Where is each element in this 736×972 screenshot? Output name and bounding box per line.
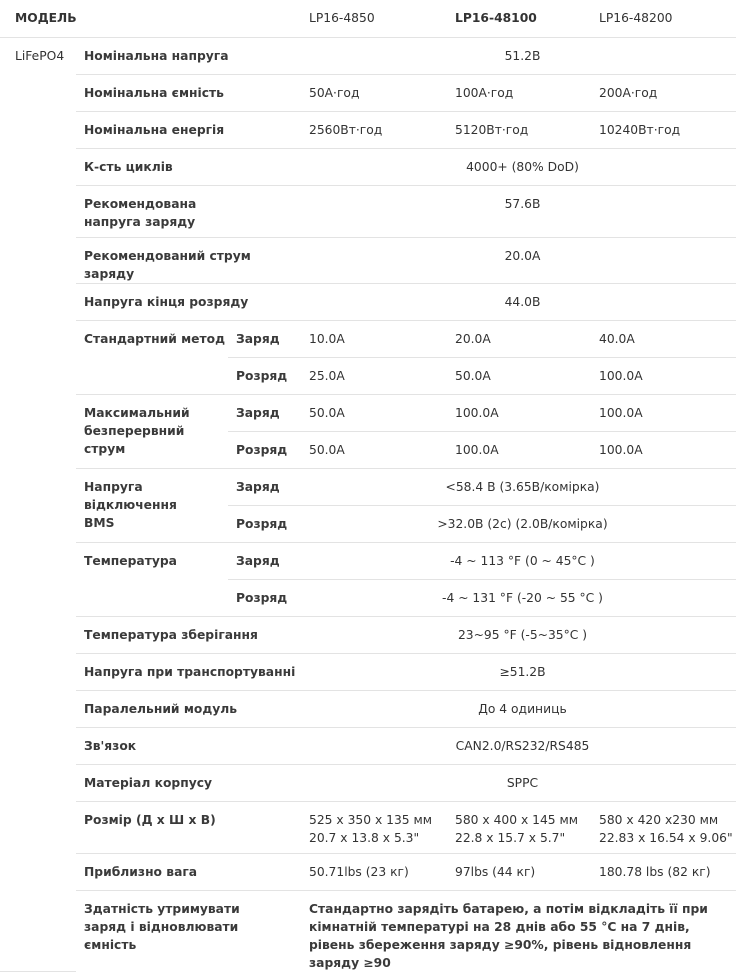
nominal-capacity-2: 100А·год — [447, 74, 591, 111]
size-2-in: 22.8 x 15.7 x 5.7" — [455, 830, 566, 845]
case-material-label: Матеріал корпусу — [76, 764, 301, 801]
bms-cutoff-label — [76, 468, 228, 542]
nominal-energy-1: 2560Вт·год — [301, 111, 447, 148]
cycles-label: К-сть циклів — [76, 148, 301, 185]
communication-value: CAN2.0/RS232/RS485 — [301, 727, 736, 764]
nominal-voltage-label: Номінальна напруга — [76, 37, 301, 74]
max-discharge-1: 50.0А — [301, 431, 447, 468]
header-model: МОДЕЛЬ — [0, 0, 76, 37]
size-1-mm: 525 x 350 x 135 мм — [309, 812, 433, 827]
bms-cutoff-label-text: Напруга відключення BMS — [84, 479, 177, 530]
charge-current-value: 20.0А — [301, 237, 736, 283]
bms-charge-label: Заряд — [228, 468, 301, 505]
standard-charge-2: 20.0А — [447, 320, 591, 357]
max-discharge-2: 100.0А — [447, 431, 591, 468]
bms-charge-value: <58.4 В (3.65В/комірка) — [301, 468, 736, 505]
temperature-charge-value: -4 ~ 113 °F (0 ~ 45°C ) — [301, 542, 736, 579]
retention-label-text: Здатність утримувати заряд і відновлювати ємність — [84, 901, 240, 952]
header-model-1: LP16-4850 — [301, 0, 447, 37]
parallel-module-label: Паралельний модуль — [76, 690, 301, 727]
nominal-voltage-value: 51.2В — [301, 37, 736, 74]
charge-current-label: Рекомендований струм заряду — [76, 237, 301, 283]
nominal-energy-2: 5120Вт·год — [447, 111, 591, 148]
header-model-2: LP16-48100 — [447, 0, 591, 37]
standard-discharge-3: 100.0А — [591, 357, 736, 394]
weight-3: 180.78 lbs (82 кг) — [591, 853, 736, 890]
transport-voltage-label: Напруга при транспортуванні — [76, 653, 301, 690]
header-model-3: LP16-48200 — [591, 0, 736, 37]
max-current-label — [76, 394, 228, 468]
max-charge-3: 100.0А — [591, 394, 736, 431]
standard-charge-label: Заряд — [228, 320, 301, 357]
nominal-capacity-label: Номінальна ємність — [76, 74, 301, 111]
charge-voltage-value: 57.6В — [301, 185, 736, 237]
weight-2: 97lbs (44 кг) — [447, 853, 591, 890]
max-charge-2: 100.0А — [447, 394, 591, 431]
bms-discharge-value: >32.0В (2с) (2.0В/комірка) — [301, 505, 736, 542]
standard-method-label: Стандартний метод — [76, 320, 228, 394]
storage-temp-value: 23~95 °F (-5~35°C ) — [301, 616, 736, 653]
max-discharge-3: 100.0А — [591, 431, 736, 468]
max-current-label-text: Максимальний безперервний струм — [84, 405, 190, 456]
storage-temp-label: Температура зберігання — [76, 616, 301, 653]
charge-voltage-label — [76, 185, 301, 237]
standard-charge-1: 10.0А — [301, 320, 447, 357]
retention-value: Стандартно зарядіть батарею, а потім відкладіть її при кімнатній температурі на 28 днів або 55 °C на 7 днів, рівень збереження заряду ≥90%, рівень відновлення заряду ≥90 — [309, 901, 708, 970]
temperature-discharge-label: Розряд — [228, 579, 301, 616]
weight-label: Приблизно вага — [76, 853, 301, 890]
nominal-capacity-3: 200А·год — [591, 74, 736, 111]
charge-voltage-label-text: Рекомендована напруга заряду — [84, 196, 197, 229]
header-row — [0, 0, 736, 37]
size-1-in: 20.7 x 13.8 x 5.3" — [309, 830, 420, 845]
size-3-mm: 580 x 420 x230 мм — [599, 812, 719, 827]
standard-discharge-2: 50.0А — [447, 357, 591, 394]
temperature-charge-label: Заряд — [228, 542, 301, 579]
max-charge-label: Заряд — [228, 394, 301, 431]
bms-discharge-label: Розряд — [228, 505, 301, 542]
max-charge-1: 50.0А — [301, 394, 447, 431]
retention-label — [76, 890, 301, 972]
weight-1: 50.71lbs (23 кг) — [301, 853, 447, 890]
nominal-energy-3: 10240Вт·год — [591, 111, 736, 148]
temperature-label: Температура — [76, 542, 228, 616]
cycles-value: 4000+ (80% DoD) — [301, 148, 736, 185]
size-3-in: 22.83 x 16.54 x 9.06" — [599, 830, 733, 845]
temperature-discharge-value: -4 ~ 131 °F (-20 ~ 55 °C ) — [301, 579, 736, 616]
nominal-capacity-1: 50А·год — [301, 74, 447, 111]
size-3 — [591, 801, 736, 853]
size-1 — [301, 801, 447, 853]
communication-label: Зв'язок — [76, 727, 301, 764]
end-voltage-label: Напруга кінця розряду — [76, 283, 301, 320]
case-material-value: SPPC — [301, 764, 736, 801]
standard-discharge-label: Розряд — [228, 357, 301, 394]
standard-charge-3: 40.0А — [591, 320, 736, 357]
end-voltage-value: 44.0В — [301, 283, 736, 320]
size-2 — [447, 801, 591, 853]
nominal-energy-label: Номінальна енергія — [76, 111, 301, 148]
transport-voltage-value: ≥51.2В — [301, 653, 736, 690]
chemistry-label: LiFePO4 — [0, 37, 76, 972]
max-discharge-label: Розряд — [228, 431, 301, 468]
size-label: Розмір (Д х Ш х В) — [76, 801, 301, 853]
size-2-mm: 580 x 400 x 145 мм — [455, 812, 579, 827]
standard-discharge-1: 25.0А — [301, 357, 447, 394]
parallel-module-value: До 4 одиниць — [301, 690, 736, 727]
